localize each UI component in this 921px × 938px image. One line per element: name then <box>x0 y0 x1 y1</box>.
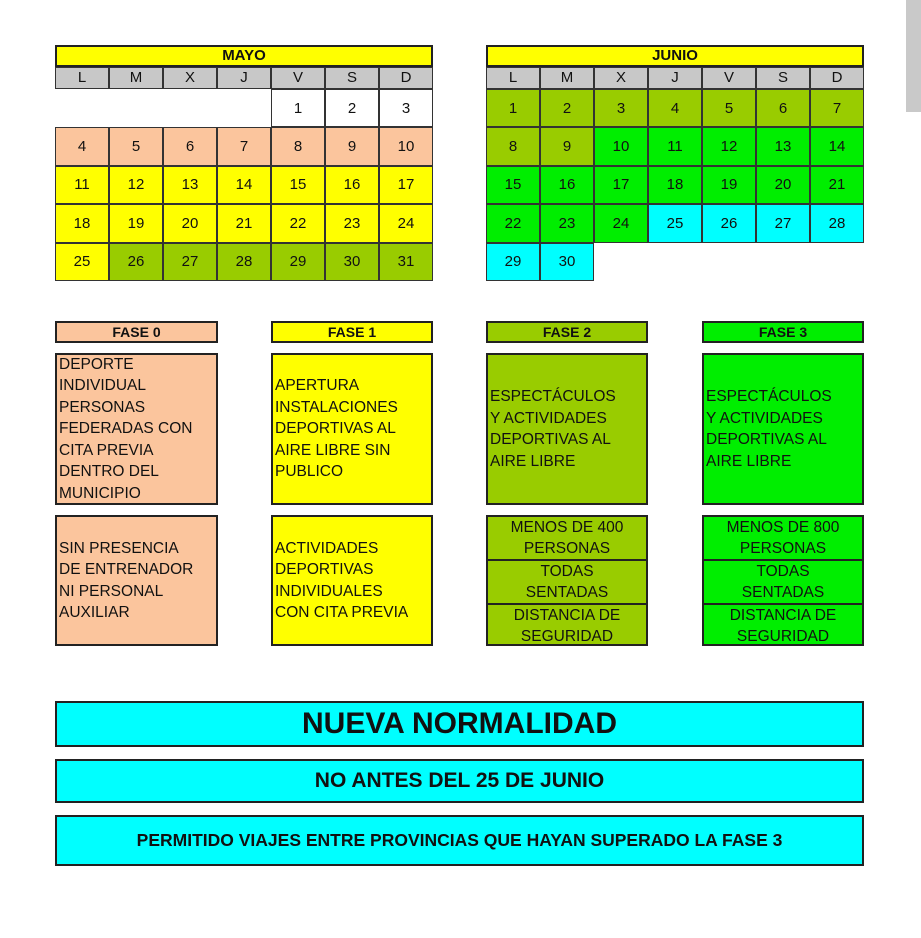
calendar-day-mayo-8: 8 <box>271 127 325 165</box>
calendar-day-mayo-14: 14 <box>217 166 271 204</box>
calendar-day-junio-22: 22 <box>486 204 540 242</box>
weekday-header: S <box>756 67 810 89</box>
calendar-day-mayo-21: 21 <box>217 204 271 242</box>
phase-2-condition-seated: TODAS SENTADAS <box>488 559 646 603</box>
phase-1-conditions-text: ACTIVIDADES DEPORTIVAS INDIVIDUALES CON CITA PREVIA <box>275 539 409 621</box>
phase-3-description <box>702 353 864 505</box>
calendar-days-grid <box>486 89 864 281</box>
calendar-day-mayo-22: 22 <box>271 204 325 242</box>
calendar-day-mayo-7: 7 <box>217 127 271 165</box>
calendar-day-junio-15: 15 <box>486 166 540 204</box>
weekday-header: M <box>540 67 594 89</box>
weekday-header: D <box>379 67 433 89</box>
calendar-day-junio-14: 14 <box>810 127 864 165</box>
phase-0-description <box>55 353 218 505</box>
phase-1-conditions <box>271 515 433 646</box>
calendar-day-junio-7: 7 <box>810 89 864 127</box>
calendar-day-mayo-6: 6 <box>163 127 217 165</box>
calendar-day-mayo-30: 30 <box>325 243 379 281</box>
calendar-day-mayo-24: 24 <box>379 204 433 242</box>
calendar-empty-cell <box>163 89 217 127</box>
calendar-day-junio-13: 13 <box>756 127 810 165</box>
calendar-days-grid <box>55 89 433 281</box>
weekday-header: M <box>109 67 163 89</box>
phase-2-description <box>486 353 648 505</box>
weekday-header: X <box>163 67 217 89</box>
calendar-day-mayo-10: 10 <box>379 127 433 165</box>
phase-2-conditions <box>486 515 648 646</box>
scrollbar-thumb[interactable] <box>906 0 921 112</box>
calendar-day-mayo-4: 4 <box>55 127 109 165</box>
calendar-day-junio-12: 12 <box>702 127 756 165</box>
weekday-header-row <box>486 67 864 89</box>
calendar-day-mayo-2: 2 <box>325 89 379 127</box>
calendar-day-junio-6: 6 <box>756 89 810 127</box>
calendar-day-mayo-16: 16 <box>325 166 379 204</box>
phase-1-description <box>271 353 433 505</box>
banner-viajes: PERMITIDO VIAJES ENTRE PROVINCIAS QUE HAYAN SUPERADO LA FASE 3 <box>55 815 864 866</box>
weekday-header: X <box>594 67 648 89</box>
calendar-day-junio-30: 30 <box>540 243 594 281</box>
phase-3-condition-capacity: MENOS DE 800 PERSONAS <box>726 519 840 557</box>
phase-3-condition-distance: DISTANCIA DE SEGURIDAD <box>704 603 862 647</box>
phase-title-fase-1: FASE 1 <box>271 321 433 343</box>
calendar-title-junio: JUNIO <box>486 45 864 67</box>
calendar-day-junio-11: 11 <box>648 127 702 165</box>
calendar-day-mayo-12: 12 <box>109 166 163 204</box>
phase-0-description-text: DEPORTE INDIVIDUAL PERSONAS FEDERADAS CON CITA PREVIA DENTRO DEL MUNICIPIO <box>59 355 193 502</box>
phase-title-fase-3: FASE 3 <box>702 321 864 343</box>
calendar-day-mayo-13: 13 <box>163 166 217 204</box>
calendar-day-mayo-26: 26 <box>109 243 163 281</box>
phase-0-conditions <box>55 515 218 646</box>
calendar-day-junio-10: 10 <box>594 127 648 165</box>
calendar-day-junio-25: 25 <box>648 204 702 242</box>
calendar-day-junio-29: 29 <box>486 243 540 281</box>
phase-2-description-text: ESPECTÁCULOS Y ACTIVIDADES DEPORTIVAS AL AIRE LIBRE <box>490 388 616 470</box>
calendar-day-mayo-18: 18 <box>55 204 109 242</box>
calendar-day-junio-23: 23 <box>540 204 594 242</box>
weekday-header: D <box>810 67 864 89</box>
weekday-header: S <box>325 67 379 89</box>
weekday-header: L <box>486 67 540 89</box>
phase-title-fase-2: FASE 2 <box>486 321 648 343</box>
calendar-junio <box>486 45 864 281</box>
banner-fecha: NO ANTES DEL 25 DE JUNIO <box>55 759 864 803</box>
phase-1-description-text: APERTURA INSTALACIONES DEPORTIVAS AL AIRE LIBRE SIN PUBLICO <box>275 377 398 481</box>
calendar-empty-cell <box>109 89 163 127</box>
calendar-empty-cell <box>55 89 109 127</box>
calendar-day-mayo-9: 9 <box>325 127 379 165</box>
calendar-day-mayo-23: 23 <box>325 204 379 242</box>
calendar-day-mayo-28: 28 <box>217 243 271 281</box>
calendar-day-mayo-5: 5 <box>109 127 163 165</box>
calendar-day-mayo-3: 3 <box>379 89 433 127</box>
calendar-day-junio-24: 24 <box>594 204 648 242</box>
calendar-day-mayo-20: 20 <box>163 204 217 242</box>
weekday-header: V <box>702 67 756 89</box>
weekday-header: L <box>55 67 109 89</box>
weekday-header: J <box>217 67 271 89</box>
weekday-header: J <box>648 67 702 89</box>
calendar-day-junio-8: 8 <box>486 127 540 165</box>
calendar-day-junio-2: 2 <box>540 89 594 127</box>
calendar-day-junio-3: 3 <box>594 89 648 127</box>
calendar-mayo <box>55 45 433 281</box>
calendar-day-junio-9: 9 <box>540 127 594 165</box>
calendar-day-junio-28: 28 <box>810 204 864 242</box>
phase-3-description-text: ESPECTÁCULOS Y ACTIVIDADES DEPORTIVAS AL AIRE LIBRE <box>706 388 832 470</box>
calendar-day-junio-18: 18 <box>648 166 702 204</box>
calendar-day-mayo-29: 29 <box>271 243 325 281</box>
calendar-day-mayo-15: 15 <box>271 166 325 204</box>
calendar-day-junio-1: 1 <box>486 89 540 127</box>
phase-title-fase-0: FASE 0 <box>55 321 218 343</box>
calendar-day-mayo-31: 31 <box>379 243 433 281</box>
phase-3-conditions <box>702 515 864 646</box>
calendar-day-mayo-1: 1 <box>271 89 325 127</box>
calendar-day-junio-19: 19 <box>702 166 756 204</box>
calendar-title-mayo: MAYO <box>55 45 433 67</box>
calendar-day-mayo-27: 27 <box>163 243 217 281</box>
banner-nueva-normalidad: NUEVA NORMALIDAD <box>55 701 864 747</box>
calendar-day-junio-26: 26 <box>702 204 756 242</box>
calendar-day-mayo-19: 19 <box>109 204 163 242</box>
weekday-header: V <box>271 67 325 89</box>
calendar-day-junio-20: 20 <box>756 166 810 204</box>
calendar-day-junio-4: 4 <box>648 89 702 127</box>
phase-3-condition-seated: TODAS SENTADAS <box>704 559 862 603</box>
calendar-day-junio-5: 5 <box>702 89 756 127</box>
phase-2-condition-capacity: MENOS DE 400 PERSONAS <box>510 519 624 557</box>
calendar-empty-cell <box>217 89 271 127</box>
calendar-day-junio-27: 27 <box>756 204 810 242</box>
calendar-day-junio-17: 17 <box>594 166 648 204</box>
phase-0-conditions-text: SIN PRESENCIA DE ENTRENADOR NI PERSONAL AUXILIAR <box>59 539 194 621</box>
calendar-day-mayo-25: 25 <box>55 243 109 281</box>
calendar-day-mayo-11: 11 <box>55 166 109 204</box>
calendar-day-mayo-17: 17 <box>379 166 433 204</box>
calendar-day-junio-16: 16 <box>540 166 594 204</box>
phase-2-condition-distance: DISTANCIA DE SEGURIDAD <box>488 603 646 647</box>
weekday-header-row <box>55 67 433 89</box>
calendar-day-junio-21: 21 <box>810 166 864 204</box>
